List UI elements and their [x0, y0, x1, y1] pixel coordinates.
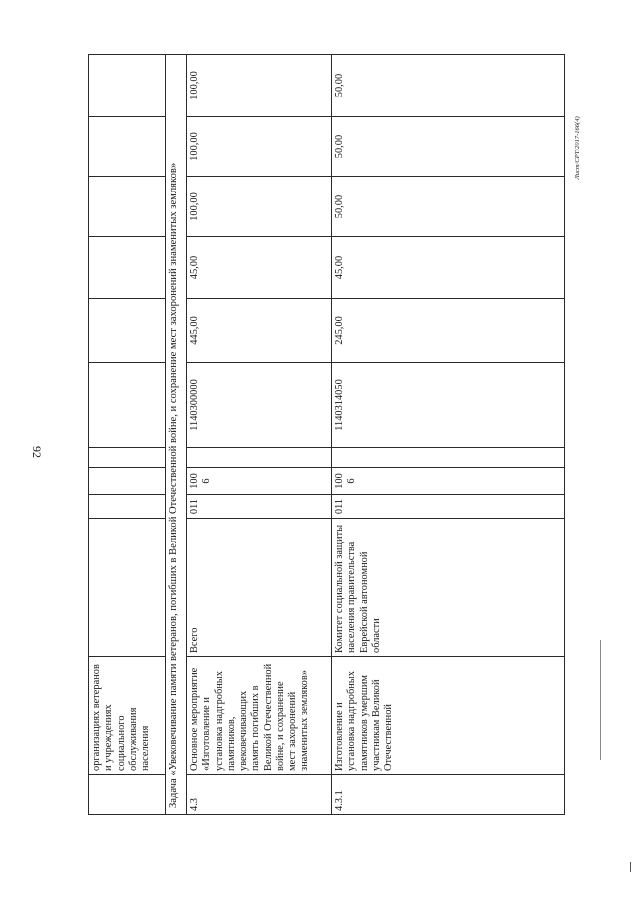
- executor-cell: Комитет социальной защиты населения правительства Еврейской автономной области: [332, 519, 565, 657]
- vr-cell: [332, 448, 565, 468]
- value-cell: 50,00: [332, 117, 565, 177]
- value-cell: 45,00: [332, 237, 565, 299]
- table-row: [187, 55, 332, 815]
- row-number-cell: 4.3: [187, 775, 332, 815]
- vr-cell: [187, 448, 332, 468]
- value-cell: 100,00: [187, 55, 332, 117]
- csr-cell: 1140314050: [332, 363, 565, 448]
- rotated-table-sheet: [88, 55, 570, 815]
- value-cell: 100,00: [187, 117, 332, 177]
- value-cell: 245,00: [332, 299, 565, 363]
- task-row: [166, 55, 187, 815]
- scan-artifact: [630, 862, 631, 872]
- grbs-cell: 011: [187, 495, 332, 519]
- task-cell: Задача «Увековечивание памяти ветеранов, погибших в Великой Отечественной войне, и сохранение мест захоронений знаменитых земляков»: [166, 55, 187, 815]
- rzpr-cell: 1006: [187, 468, 332, 495]
- document-code: Лист/СРТ/2017-166(4): [574, 116, 581, 180]
- value-cell: 100,00: [187, 177, 332, 237]
- executor-cell: Всего: [187, 519, 332, 657]
- row-name-cell: Основное мероприятие «Изготовление и установка надгробных памятников, увековечивающих память погибших в Великой Отечественной войне, и сохранение мест захоронений знаменитых земляков»: [187, 657, 332, 775]
- value-cell: 45,00: [187, 237, 332, 299]
- value-cell: 50,00: [332, 177, 565, 237]
- table-row: [89, 55, 166, 815]
- rzpr-cell: 1006: [332, 468, 565, 495]
- scan-artifact: [600, 640, 601, 760]
- value-cell: 445,00: [187, 299, 332, 363]
- row-name-cell: Изготовление и установка надгробных памятников умершим участникам Великой Отечественной: [332, 657, 565, 775]
- program-table: [88, 54, 565, 815]
- row-number-cell: 4.3.1: [332, 775, 565, 815]
- grbs-cell: 011: [332, 495, 565, 519]
- value-cell: 50,00: [332, 55, 565, 117]
- continuation-name-cell: организациях ветеранов и учреждениях социального обслуживания населения: [89, 657, 166, 775]
- table-row: [332, 55, 565, 815]
- csr-cell: 1140300000: [187, 363, 332, 448]
- page-number: 92: [30, 446, 44, 458]
